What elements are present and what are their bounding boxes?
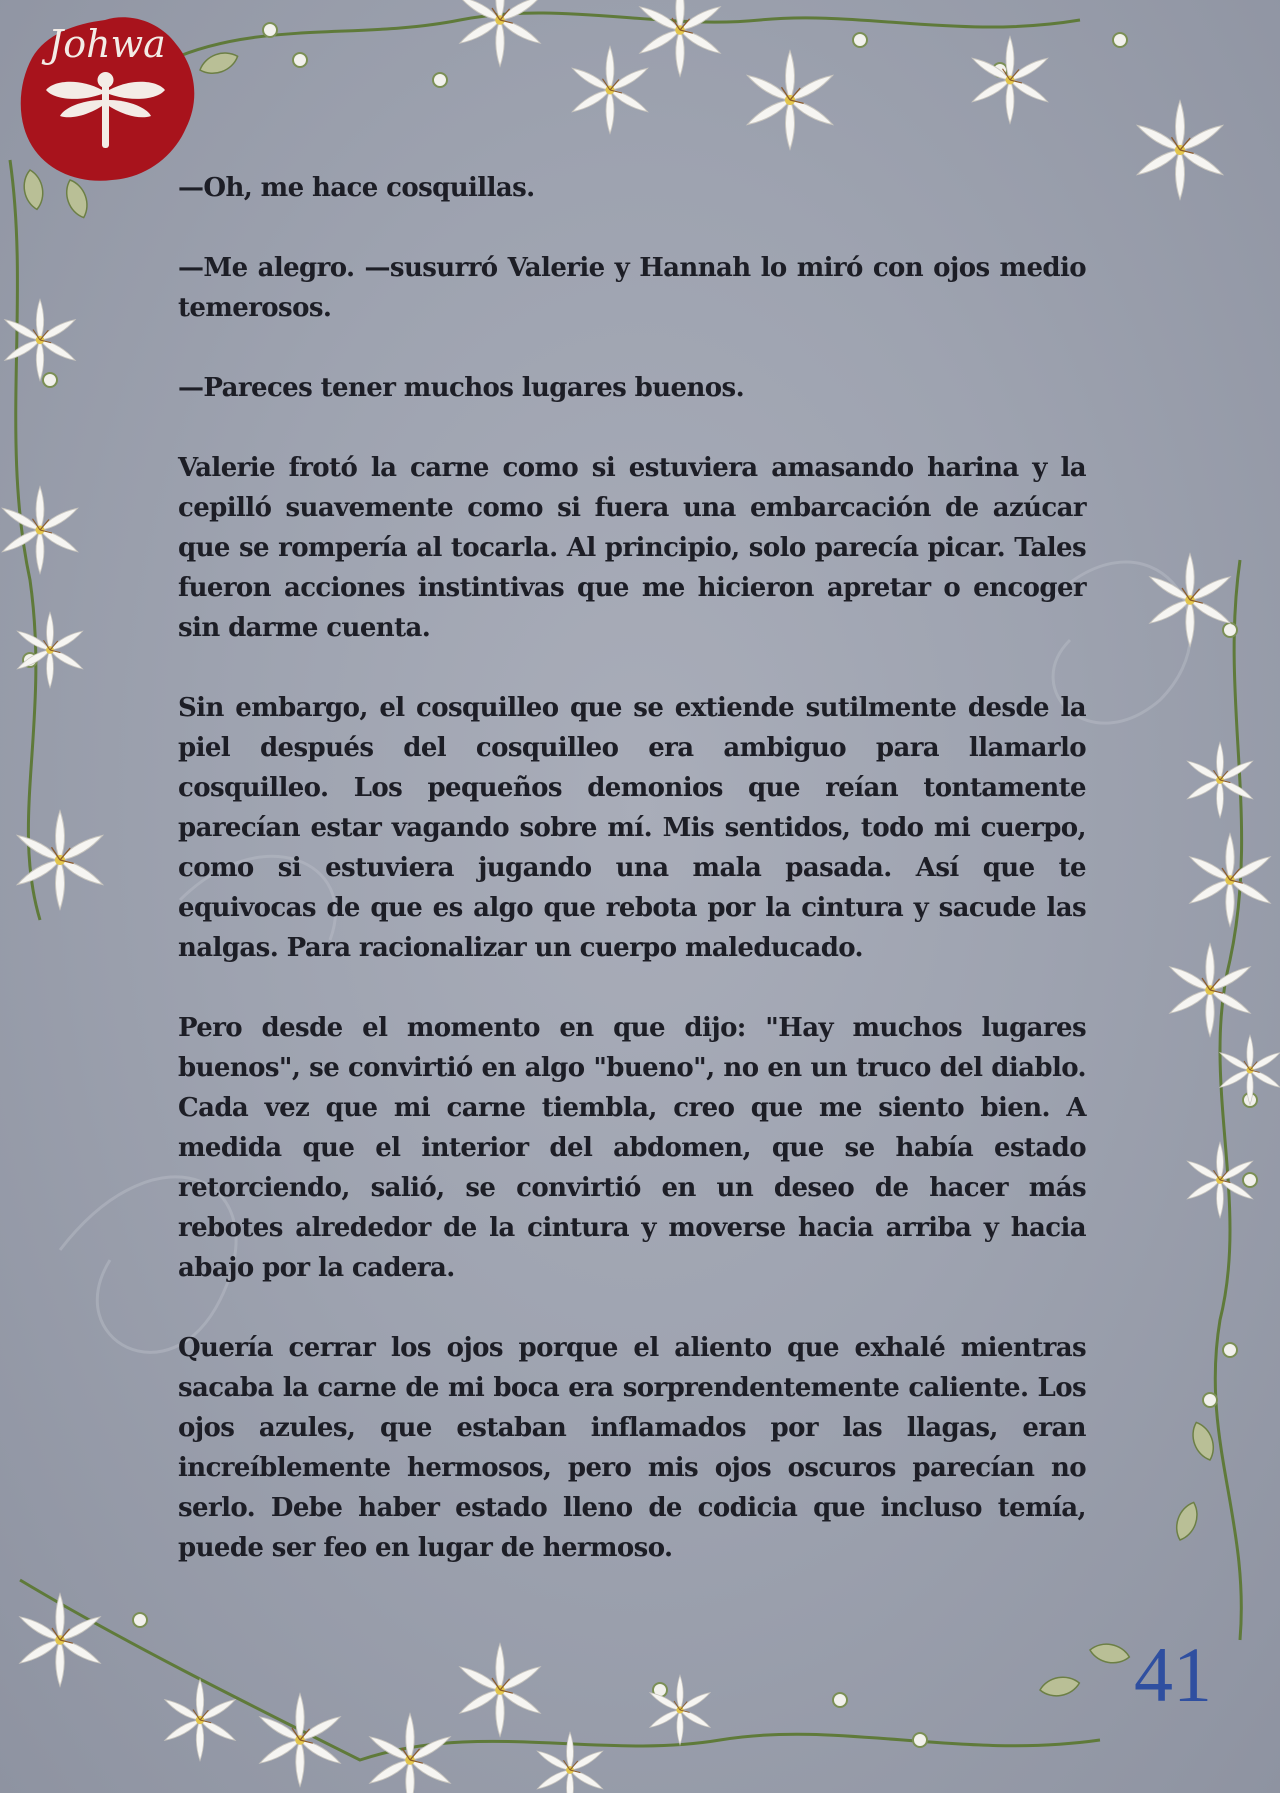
paragraph: Sin embargo, el cosquilleo que se extiende sutilmente desde la piel después del cosquilleo era ambiguo para llamarlo cosquilleo. Los pequeños demonios que reían tontamente parecían estar vagando sobre mí. Mis sentidos, todo mi cuerpo, como si estuviera jugando una mala pasada. Así que te equivocas de que es algo que rebota por la cintura y sacude las nalgas. Para racionalizar un cuerpo maleducado. [178,693,1086,963]
paragraph: Valerie frotó la carne como si estuviera amasando harina y la cepilló suavemente como si fuera una embarcación de azúcar que se rompería al tocarla. Al principio, solo parecía picar. Tales fueron acciones instintivas que me hicieron apretar o encoger sin darme cuenta. [178,453,1086,643]
johwa-seal [10,8,200,188]
paragraph: —Oh, me hace cosquillas. [178,173,535,203]
seal-label: Johwa [48,22,166,66]
page-number: 41 [1134,1631,1212,1718]
paragraph: —Me alegro. —susurró Valerie y Hannah lo miró con ojos medio temerosos. [178,253,1086,323]
paragraph: Pero desde el momento en que dijo: "Hay muchos lugares buenos", se convirtió en algo "bueno", no en un truco del diablo. Cada vez que mi carne tiembla, creo que me siento bien. A medida que el interior del abdomen, que se había estado retorciendo, salió, se convirtió en un deseo de hacer más rebotes alrededor de la cintura y moverse hacia arriba y hacia abajo por la cadera. [178,1013,1086,1283]
paragraph: —Pareces tener muchos lugares buenos. [178,373,745,403]
story-text [178,168,1086,1608]
paragraph: Quería cerrar los ojos porque el aliento que exhalé mientras sacaba la carne de mi boca era sorprendentemente caliente. Los ojos azules, que estaban inflamados por las llagas, eran increíblemente hermosos, pero mis ojos oscuros parecían no serlo. Debe haber estado lleno de codicia que incluso temía, puede ser feo en lugar de hermoso. [178,1333,1086,1563]
